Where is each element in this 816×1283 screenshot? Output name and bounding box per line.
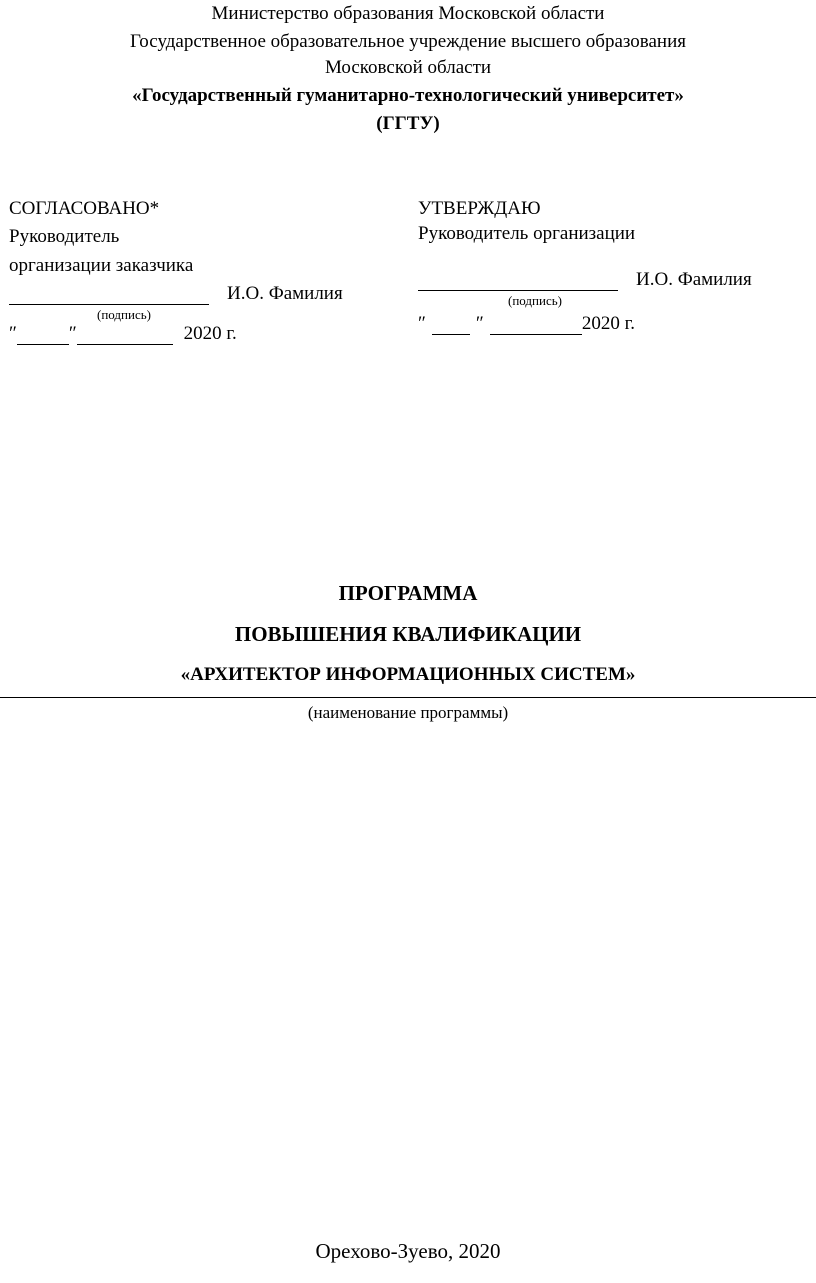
agreed-month-line xyxy=(77,326,173,345)
ministry-name: Министерство образования Московской области xyxy=(211,3,605,24)
approved-name: И.О. Фамилия xyxy=(636,269,752,290)
city-year: Орехово-Зуево, 2020 xyxy=(315,1239,501,1263)
approved-title: УТВЕРЖДАЮ xyxy=(418,198,541,219)
institution-region: Московской области xyxy=(324,57,492,78)
institution-type: Государственное образовательное учреждение высшего образования xyxy=(129,31,687,52)
program-subtitle: ПОВЫШЕНИЯ КВАЛИФИКАЦИИ xyxy=(234,622,582,646)
approved-signature-caption: (подпись) xyxy=(508,293,562,308)
university-abbr: (ГГТУ) xyxy=(376,113,440,134)
approved-role: Руководитель организации xyxy=(418,223,636,244)
program-name: «АРХИТЕКТОР ИНФОРМАЦИОННЫХ СИСТЕМ» xyxy=(180,664,636,685)
approved-date-quote-open: ″ xyxy=(418,313,426,334)
agreed-date-quote-open: ″ xyxy=(9,323,17,344)
agreed-signature-row xyxy=(9,282,343,305)
approved-date-quote-close: ″ xyxy=(475,313,484,334)
approved-month-line xyxy=(490,316,582,335)
approved-year: 2020 г. xyxy=(581,313,635,334)
agreed-name: И.О. Фамилия xyxy=(227,283,343,304)
agreed-day-line xyxy=(17,326,69,345)
agreed-signature-caption: (подпись) xyxy=(97,307,151,322)
program-title: ПРОГРАММА xyxy=(338,581,478,605)
program-name-underline xyxy=(0,697,816,698)
program-name-caption: (наименование программы) xyxy=(307,703,509,722)
agreed-date-quote-close: ″ xyxy=(68,323,77,344)
approved-signature-line xyxy=(418,272,618,291)
approved-day-line xyxy=(432,316,470,335)
approved-signature-row xyxy=(418,268,752,291)
agreed-role-line1: Руководитель xyxy=(9,226,120,247)
agreed-title: СОГЛАСОВАНО* xyxy=(9,198,160,219)
approved-date-row xyxy=(418,312,635,335)
university-name: «Государственный гуманитарно-технологический университет» xyxy=(132,85,684,106)
agreed-year: 2020 г. xyxy=(183,323,237,344)
agreed-role-line2: организации заказчика xyxy=(9,255,194,276)
agreed-date-row xyxy=(9,322,237,345)
agreed-signature-line xyxy=(9,286,209,305)
